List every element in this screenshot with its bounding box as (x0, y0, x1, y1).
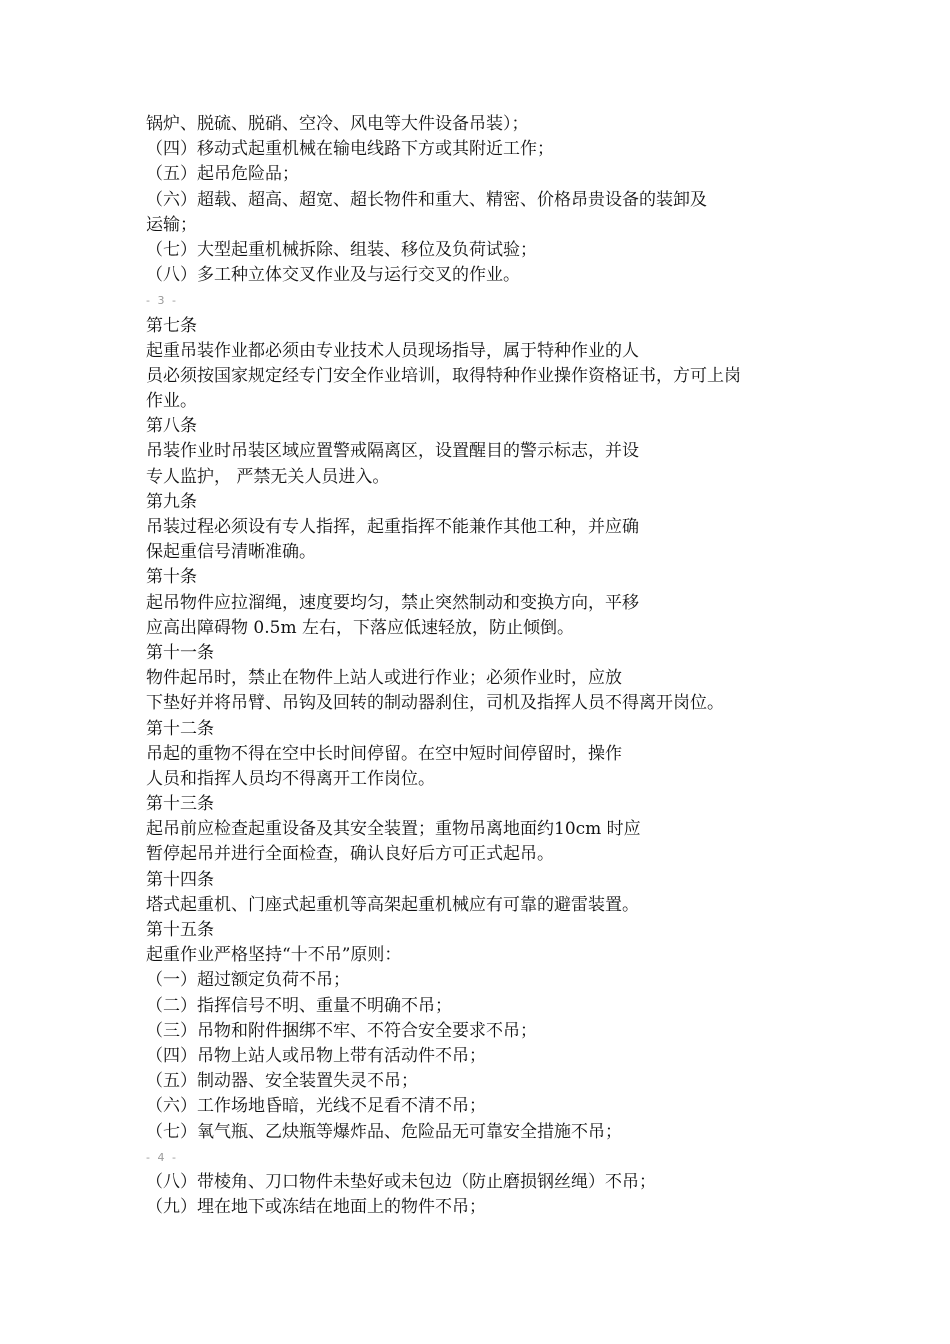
text-line: 专人监护， 严禁无关人员进入。 (146, 466, 390, 487)
text-line: 吊装作业时吊装区域应置警戒隔离区，设置醒目的警示标志，并设 (146, 441, 639, 462)
text-line: 起重吊装作业都必须由专业技术人员现场指导，属于特种作业的人 (146, 340, 639, 361)
text-line: 保起重信号清晰准确。 (146, 542, 316, 563)
text-line: 运输； (146, 214, 197, 235)
document-page (146, 112, 846, 1220)
article-heading: 第十五条 (146, 920, 214, 940)
text-line: 起吊物件应拉溜绳，速度要均匀，禁止突然制动和变换方向，平移 (146, 592, 639, 613)
text-line: 物件起吊时，禁止在物件上站人或进行作业；必须作业时，应放 (146, 668, 622, 689)
article-heading: 第八条 (146, 416, 197, 437)
article-heading: 第十一条 (146, 642, 214, 663)
list-item: （二）指挥信号不明、重量不明确不吊； (146, 995, 452, 1016)
article-heading: 第十三条 (146, 794, 214, 815)
text-line: 塔式起重机、门座式起重机等高架起重机械应有可靠的避雷装置。 (146, 894, 639, 915)
text-line: 吊装过程必须设有专人指挥，起重指挥不能兼作其他工种，并应确 (146, 517, 639, 537)
page-number: - 4 - (146, 1150, 178, 1164)
list-item: （六）超载、超高、超宽、超长物件和重大、精密、价格昂贵设备的装卸及 (146, 189, 707, 210)
text-line: 锅炉、脱硫、脱硝、空冷、风电等大件设备吊装）； (146, 114, 529, 134)
list-item: （四）吊物上站人或吊物上带有活动件不吊； (146, 1045, 486, 1066)
list-item: （九）埋在地下或冻结在地面上的物件不吊； (146, 1197, 486, 1218)
list-item: （一）超过额定负荷不吊； (146, 970, 350, 991)
article-heading: 第七条 (146, 315, 197, 336)
text-line: 起吊前应检查起重设备及其安全装置；重物吊离地面约10cm 时应 (146, 819, 641, 840)
list-item: （五）起吊危险品； (146, 164, 299, 185)
text-line: 起重作业严格坚持“十不吊”原则： (146, 945, 402, 966)
list-item: （四）移动式起重机械在输电线路下方或其附近工作； (146, 139, 554, 160)
page-number: - 3 - (146, 294, 178, 308)
article-heading: 第十四条 (146, 869, 214, 890)
article-heading: 第九条 (146, 491, 197, 512)
list-item: （七）大型起重机械拆除、组装、移位及负荷试验； (146, 239, 537, 260)
text-line: 暂停起吊并进行全面检查，确认良好后方可正式起吊。 (146, 844, 554, 865)
list-item: （八）多工种立体交叉作业及与运行交叉的作业。 (146, 265, 520, 286)
article-heading: 第十条 (146, 567, 197, 588)
list-item: （八）带棱角、刀口物件未垫好或未包边（防止磨损钢丝绳）不吊； (146, 1171, 656, 1192)
list-item: （五）制动器、安全装置失灵不吊； (146, 1071, 418, 1092)
text-line: 作业。 (146, 391, 197, 412)
text-line: 吊起的重物不得在空中长时间停留。在空中短时间停留时，操作 (146, 743, 622, 764)
text-line: 人员和指挥人员均不得离开工作岗位。 (146, 768, 435, 789)
text-line: 应高出障碍物 0.5m 左右，下落应低速轻放，防止倾倒。 (146, 617, 574, 638)
text-line: 员必须按国家规定经专门安全作业培训，取得特种作业操作资格证书，方可上岗 (146, 365, 741, 386)
text-line: 下垫好并将吊臂、吊钩及回转的制动器刹住，司机及指挥人员不得离开岗位。 (146, 693, 724, 714)
list-item: （六）工作场地昏暗，光线不足看不清不吊； (146, 1096, 486, 1117)
list-item: （七）氧气瓶、乙炔瓶等爆炸品、危险品无可靠安全措施不吊； (146, 1121, 622, 1142)
list-item: （三）吊物和附件捆绑不牢、不符合安全要求不吊； (146, 1020, 537, 1041)
article-heading: 第十二条 (146, 718, 214, 739)
